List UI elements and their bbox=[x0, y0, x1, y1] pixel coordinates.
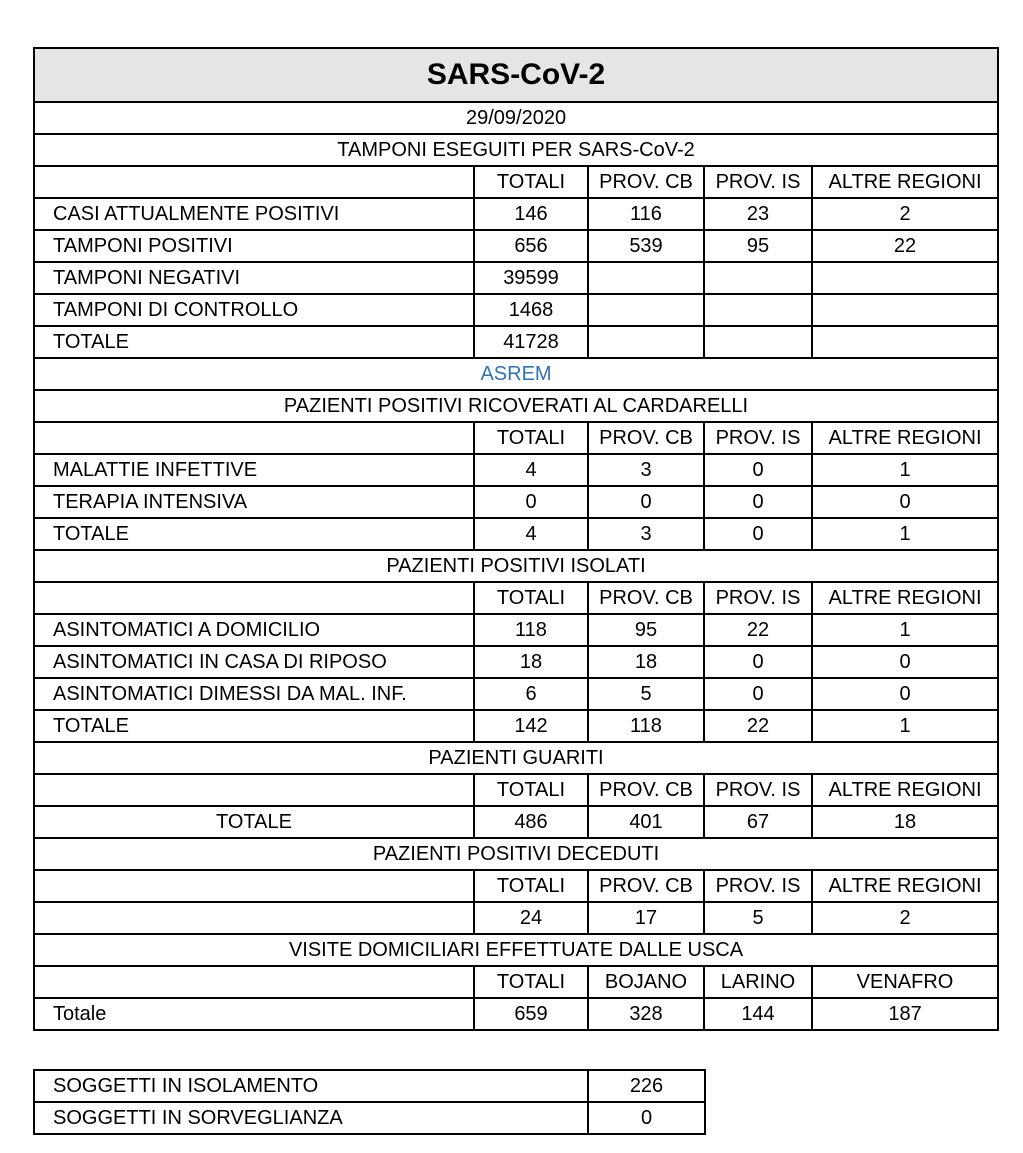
data-cell: 328 bbox=[588, 998, 704, 1030]
data-cell: 22 bbox=[704, 710, 812, 742]
data-cell: 118 bbox=[474, 614, 588, 646]
section-heading: ASREM bbox=[34, 358, 998, 390]
table-row bbox=[34, 902, 998, 934]
data-cell: 4 bbox=[474, 454, 588, 486]
section-heading-row bbox=[34, 550, 998, 582]
table-row bbox=[34, 326, 998, 358]
data-cell: 146 bbox=[474, 198, 588, 230]
column-header: VENAFRO bbox=[812, 966, 998, 998]
isolation-row bbox=[34, 1070, 705, 1102]
data-cell: 0 bbox=[704, 454, 812, 486]
data-cell: 0 bbox=[704, 518, 812, 550]
table-row bbox=[34, 614, 998, 646]
data-cell: 144 bbox=[704, 998, 812, 1030]
data-cell: 0 bbox=[588, 1102, 705, 1134]
column-header-row bbox=[34, 582, 998, 614]
column-header-blank bbox=[34, 870, 474, 902]
table-row bbox=[34, 230, 998, 262]
row-label: ASINTOMATICI IN CASA DI RIPOSO bbox=[34, 646, 474, 678]
column-header-blank bbox=[34, 422, 474, 454]
data-cell bbox=[704, 326, 812, 358]
row-label: CASI ATTUALMENTE POSITIVI bbox=[34, 198, 474, 230]
data-cell: 1 bbox=[812, 710, 998, 742]
data-cell: 95 bbox=[704, 230, 812, 262]
row-label bbox=[34, 902, 474, 934]
column-header: TOTALI bbox=[474, 966, 588, 998]
data-cell: 659 bbox=[474, 998, 588, 1030]
table-row bbox=[34, 710, 998, 742]
data-cell: 41728 bbox=[474, 326, 588, 358]
table-row bbox=[34, 198, 998, 230]
section-heading: TAMPONI ESEGUITI PER SARS-CoV-2 bbox=[34, 134, 998, 166]
data-cell: 22 bbox=[812, 230, 998, 262]
column-header: TOTALI bbox=[474, 774, 588, 806]
data-cell bbox=[704, 262, 812, 294]
column-header-row bbox=[34, 870, 998, 902]
data-cell bbox=[812, 326, 998, 358]
table-row bbox=[34, 678, 998, 710]
data-cell: 656 bbox=[474, 230, 588, 262]
data-cell: 5 bbox=[704, 902, 812, 934]
data-cell: 187 bbox=[812, 998, 998, 1030]
data-cell bbox=[812, 294, 998, 326]
column-header-row bbox=[34, 774, 998, 806]
data-cell bbox=[588, 294, 704, 326]
row-label: TAMPONI DI CONTROLLO bbox=[34, 294, 474, 326]
column-header: PROV. CB bbox=[588, 870, 704, 902]
section-heading-row bbox=[34, 134, 998, 166]
row-label: TERAPIA INTENSIVA bbox=[34, 486, 474, 518]
row-label: SOGGETTI IN SORVEGLIANZA bbox=[34, 1102, 588, 1134]
data-cell: 539 bbox=[588, 230, 704, 262]
data-cell: 0 bbox=[474, 486, 588, 518]
report-date: 29/09/2020 bbox=[34, 102, 998, 134]
data-cell: 1468 bbox=[474, 294, 588, 326]
covid-report-table bbox=[33, 47, 999, 1031]
row-label: TOTALE bbox=[34, 518, 474, 550]
column-header: ALTRE REGIONI bbox=[812, 870, 998, 902]
data-cell: 23 bbox=[704, 198, 812, 230]
data-cell: 401 bbox=[588, 806, 704, 838]
data-cell: 95 bbox=[588, 614, 704, 646]
row-label: SOGGETTI IN ISOLAMENTO bbox=[34, 1070, 588, 1102]
data-cell: 18 bbox=[588, 646, 704, 678]
section-heading: PAZIENTI POSITIVI DECEDUTI bbox=[34, 838, 998, 870]
column-header: PROV. CB bbox=[588, 774, 704, 806]
data-cell: 486 bbox=[474, 806, 588, 838]
column-header: PROV. CB bbox=[588, 166, 704, 198]
row-label: TAMPONI NEGATIVI bbox=[34, 262, 474, 294]
table-row bbox=[34, 262, 998, 294]
column-header: PROV. IS bbox=[704, 774, 812, 806]
section-heading-row bbox=[34, 358, 998, 390]
row-label: ASINTOMATICI DIMESSI DA MAL. INF. bbox=[34, 678, 474, 710]
table-row bbox=[34, 806, 998, 838]
column-header: ALTRE REGIONI bbox=[812, 166, 998, 198]
column-header: TOTALI bbox=[474, 870, 588, 902]
column-header: TOTALI bbox=[474, 422, 588, 454]
section-heading-row bbox=[34, 742, 998, 774]
data-cell: 39599 bbox=[474, 262, 588, 294]
isolation-row bbox=[34, 1102, 705, 1134]
column-header: TOTALI bbox=[474, 582, 588, 614]
row-label: MALATTIE INFETTIVE bbox=[34, 454, 474, 486]
row-label: TAMPONI POSITIVI bbox=[34, 230, 474, 262]
row-label: Totale bbox=[34, 998, 474, 1030]
column-header-blank bbox=[34, 966, 474, 998]
table-row bbox=[34, 518, 998, 550]
data-cell: 5 bbox=[588, 678, 704, 710]
table-row bbox=[34, 486, 998, 518]
column-header-row bbox=[34, 422, 998, 454]
table-row bbox=[34, 294, 998, 326]
data-cell bbox=[704, 294, 812, 326]
data-cell: 0 bbox=[704, 678, 812, 710]
data-cell: 18 bbox=[812, 806, 998, 838]
data-cell: 17 bbox=[588, 902, 704, 934]
section-heading: PAZIENTI GUARITI bbox=[34, 742, 998, 774]
isolation-table bbox=[33, 1069, 706, 1135]
column-header: BOJANO bbox=[588, 966, 704, 998]
column-header: TOTALI bbox=[474, 166, 588, 198]
data-cell: 3 bbox=[588, 518, 704, 550]
data-cell bbox=[588, 326, 704, 358]
column-header-blank bbox=[34, 166, 474, 198]
section-heading-row bbox=[34, 934, 998, 966]
column-header: PROV. CB bbox=[588, 422, 704, 454]
data-cell: 1 bbox=[812, 614, 998, 646]
data-cell: 3 bbox=[588, 454, 704, 486]
data-cell: 0 bbox=[704, 486, 812, 518]
data-cell: 118 bbox=[588, 710, 704, 742]
row-label: TOTALE bbox=[34, 710, 474, 742]
data-cell: 0 bbox=[812, 678, 998, 710]
table-row bbox=[34, 646, 998, 678]
data-cell: 0 bbox=[588, 486, 704, 518]
row-label: ASINTOMATICI A DOMICILIO bbox=[34, 614, 474, 646]
data-cell: 2 bbox=[812, 198, 998, 230]
table-row bbox=[34, 454, 998, 486]
column-header: ALTRE REGIONI bbox=[812, 582, 998, 614]
column-header: PROV. IS bbox=[704, 870, 812, 902]
data-cell: 67 bbox=[704, 806, 812, 838]
section-heading-row bbox=[34, 838, 998, 870]
section-heading: PAZIENTI POSITIVI ISOLATI bbox=[34, 550, 998, 582]
data-cell: 0 bbox=[812, 646, 998, 678]
table-row bbox=[34, 998, 998, 1030]
report-title: SARS-CoV-2 bbox=[34, 48, 998, 102]
data-cell: 6 bbox=[474, 678, 588, 710]
row-label: TOTALE bbox=[34, 806, 474, 838]
data-cell: 1 bbox=[812, 454, 998, 486]
column-header-row bbox=[34, 966, 998, 998]
column-header: ALTRE REGIONI bbox=[812, 774, 998, 806]
section-heading: PAZIENTI POSITIVI RICOVERATI AL CARDARELLI bbox=[34, 390, 998, 422]
column-header: PROV. CB bbox=[588, 582, 704, 614]
data-cell: 2 bbox=[812, 902, 998, 934]
data-cell: 0 bbox=[704, 646, 812, 678]
section-heading: VISITE DOMICILIARI EFFETTUATE DALLE USCA bbox=[34, 934, 998, 966]
column-header: PROV. IS bbox=[704, 582, 812, 614]
column-header-blank bbox=[34, 774, 474, 806]
data-cell: 1 bbox=[812, 518, 998, 550]
column-header: PROV. IS bbox=[704, 422, 812, 454]
data-cell: 4 bbox=[474, 518, 588, 550]
column-header: PROV. IS bbox=[704, 166, 812, 198]
row-label: TOTALE bbox=[34, 326, 474, 358]
data-cell bbox=[588, 262, 704, 294]
data-cell: 0 bbox=[812, 486, 998, 518]
data-cell: 116 bbox=[588, 198, 704, 230]
section-heading-row bbox=[34, 390, 998, 422]
data-cell: 18 bbox=[474, 646, 588, 678]
data-cell: 226 bbox=[588, 1070, 705, 1102]
data-cell: 22 bbox=[704, 614, 812, 646]
data-cell bbox=[812, 262, 998, 294]
column-header-row bbox=[34, 166, 998, 198]
column-header: LARINO bbox=[704, 966, 812, 998]
column-header: ALTRE REGIONI bbox=[812, 422, 998, 454]
column-header-blank bbox=[34, 582, 474, 614]
data-cell: 142 bbox=[474, 710, 588, 742]
data-cell: 24 bbox=[474, 902, 588, 934]
